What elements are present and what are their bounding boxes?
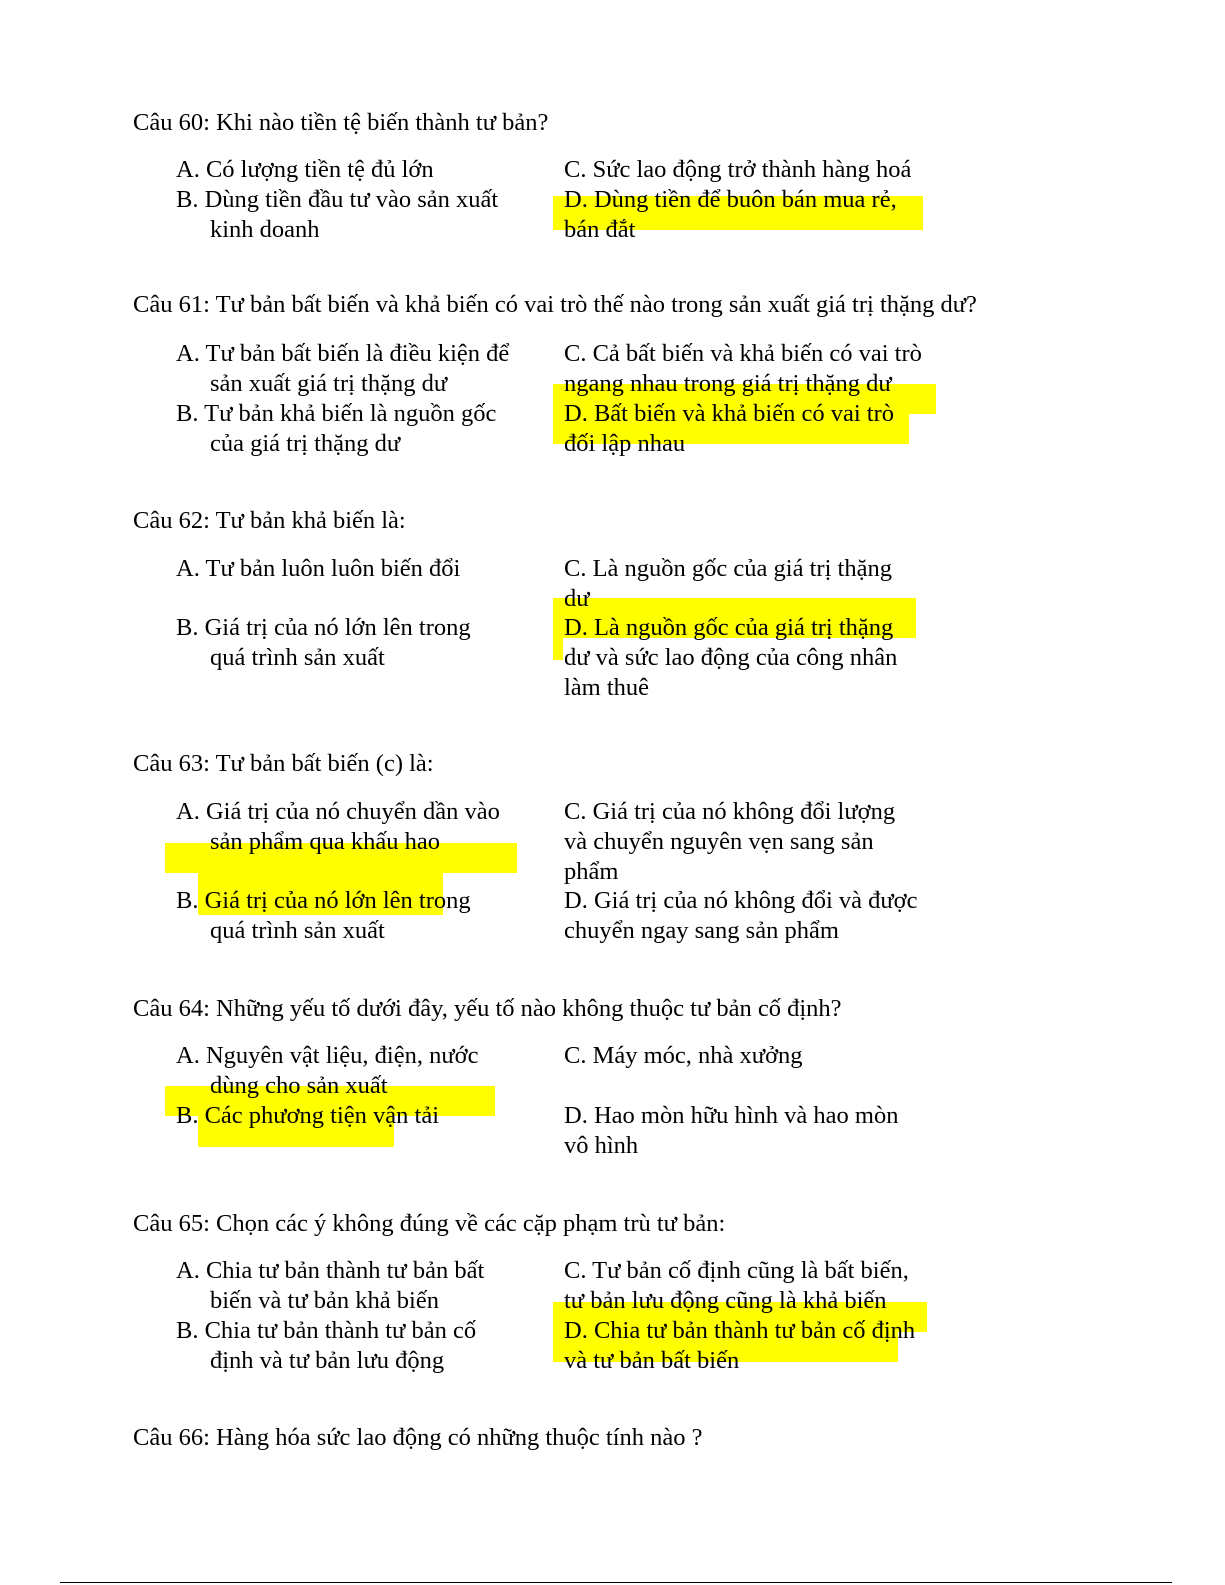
highlight-q62-d-edge	[553, 638, 563, 660]
question-64-option-c: C. Máy móc, nhà xưởng	[564, 1042, 803, 1069]
question-60-title: Câu 60: Khi nào tiền tệ biến thành tư bản?	[133, 109, 549, 136]
question-63-option-b: B. Giá trị của nó lớn lên trong quá trình sản xuất	[176, 887, 471, 944]
question-60-option-c: C. Sức lao động trở thành hàng hoá	[564, 156, 912, 183]
question-61-option-c: C. Cả bất biến và khả biến có vai trò ngang nhau trong giá trị thặng dư	[564, 340, 922, 397]
question-60-option-b: B. Dùng tiền đầu tư vào sản xuất kinh doanh	[176, 186, 499, 243]
question-60-option-a: A. Có lượng tiền tệ đủ lớn	[176, 156, 434, 183]
question-62-option-b: B. Giá trị của nó lớn lên trong quá trình sản xuất	[176, 614, 471, 671]
question-61-option-b: B. Tư bản khả biến là nguồn gốc của giá trị thặng dư	[176, 400, 497, 457]
question-65-option-a: A. Chia tư bản thành tư bản bất biến và tư bản khả biến	[176, 1257, 485, 1314]
question-63-option-d: D. Giá trị của nó không đổi và được chuyển ngay sang sản phẩm	[564, 887, 918, 944]
question-62-title: Câu 62: Tư bản khả biến là:	[133, 507, 406, 534]
page-bottom-rule	[60, 1582, 1172, 1583]
question-61-option-d: D. Bất biến và khả biến có vai trò đối lập nhau	[564, 400, 894, 457]
question-66-title: Câu 66: Hàng hóa sức lao động có những thuộc tính nào ?	[133, 1424, 703, 1451]
question-65-title: Câu 65: Chọn các ý không đúng về các cặp phạm trù tư bản:	[133, 1210, 726, 1237]
question-64-option-b: B. Các phương tiện vận tải	[176, 1102, 440, 1129]
question-65-option-d: D. Chia tư bản thành tư bản cố định và tư bản bất biến	[564, 1317, 916, 1374]
question-65-option-b: B. Chia tư bản thành tư bản cố định và tư bản lưu động	[176, 1317, 477, 1374]
question-61-title: Câu 61: Tư bản bất biến và khả biến có vai trò thế nào trong sản xuất giá trị thặng dư?	[133, 291, 977, 318]
question-62-option-c: C. Là nguồn gốc của giá trị thặng dư	[564, 555, 892, 612]
question-64-option-a: A. Nguyên vật liệu, điện, nước dùng cho sản xuất	[176, 1042, 479, 1099]
question-62-option-a: A. Tư bản luôn luôn biến đổi	[176, 555, 461, 582]
question-60-option-d: D. Dùng tiền để buôn bán mua rẻ, bán đắt	[564, 186, 897, 243]
question-63-option-c: C. Giá trị của nó không đổi lượng và chuyển nguyên vẹn sang sản phẩm	[564, 798, 896, 885]
question-65-option-c: C. Tư bản cố định cũng là bất biến, tư bản lưu động cũng là khả biến	[564, 1257, 909, 1314]
question-63-title: Câu 63: Tư bản bất biến (c) là:	[133, 750, 434, 777]
question-61-option-a: A. Tư bản bất biến là điều kiện để sản xuất giá trị thặng dư	[176, 340, 510, 397]
question-64-option-d: D. Hao mòn hữu hình và hao mòn vô hình	[564, 1102, 899, 1159]
question-62-option-d: D. Là nguồn gốc của giá trị thặng dư và sức lao động của công nhân làm thuê	[564, 614, 898, 701]
question-63-option-a: A. Giá trị của nó chuyển dần vào sản phẩm qua khấu hao	[176, 798, 500, 855]
question-64-title: Câu 64: Những yếu tố dưới đây, yếu tố nào không thuộc tư bản cố định?	[133, 995, 842, 1022]
